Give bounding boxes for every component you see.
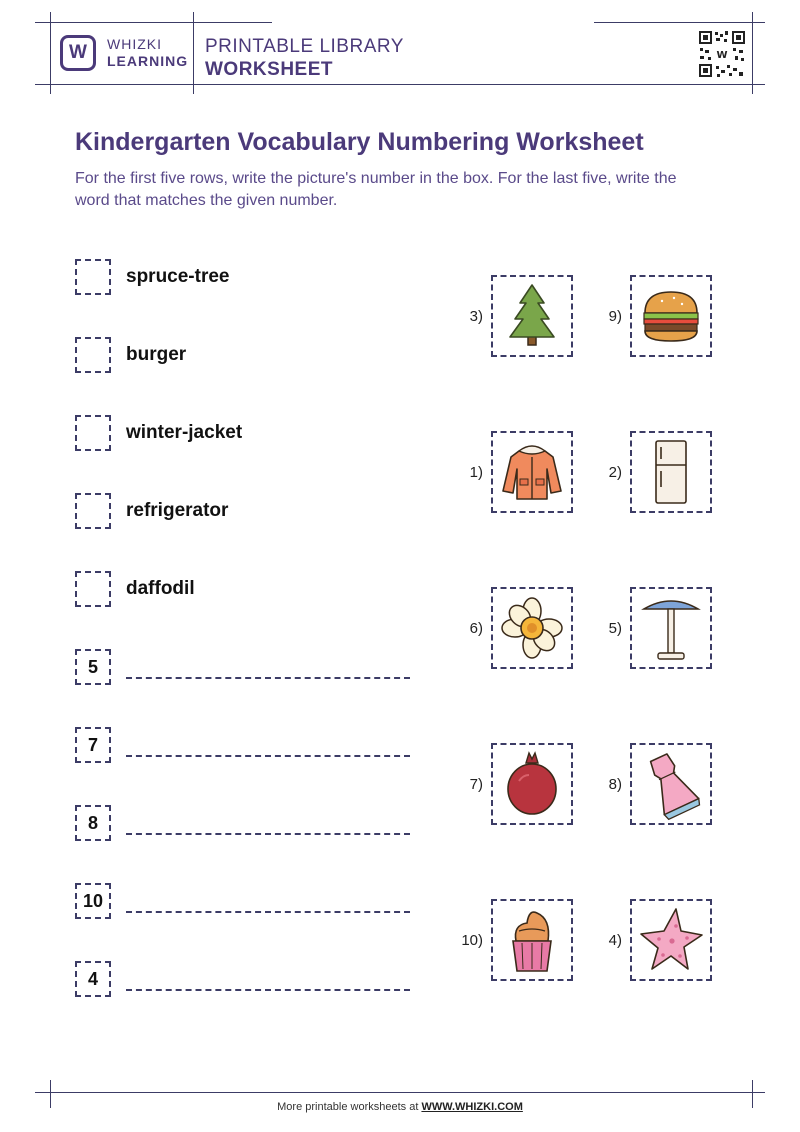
library-label: PRINTABLE LIBRARY [205,36,404,57]
header-rule-top-left [35,22,272,23]
given-number-box: 5 [75,649,111,685]
header-divider-right [752,12,753,94]
picture-label: 1) [469,464,483,481]
page-title: Kindergarten Vocabulary Numbering Worksheet [75,128,644,156]
table-lamp-icon [632,589,710,667]
picture-card [491,275,573,357]
picture-card [491,587,573,669]
picture-card [630,275,712,357]
answer-box[interactable] [75,493,111,529]
answer-line[interactable] [126,833,410,835]
library-heading [205,35,404,81]
header-rule-top-right [594,22,765,23]
logo-icon: W [60,35,96,71]
answer-line[interactable] [126,677,410,679]
picture-label: 7) [469,776,483,793]
starfish-icon [632,901,710,979]
header-divider-middle [193,12,194,94]
header-rule [35,84,765,85]
burger-icon [632,277,710,355]
dress-icon [632,745,710,823]
header-divider-left [50,12,51,94]
vocab-word: daffodil [126,578,195,599]
picture-label: 10) [461,932,483,949]
picture-label: 8) [608,776,622,793]
answer-box[interactable] [75,337,111,373]
picture-label: 5) [608,620,622,637]
cupcake-icon [493,901,571,979]
spruce-tree-icon [493,277,571,355]
worksheet-label: WORKSHEET [205,59,333,80]
picture-label: 3) [469,308,483,325]
picture-card [630,743,712,825]
picture-label: 9) [608,308,622,325]
refrigerator-icon [632,433,710,511]
picture-card [491,899,573,981]
answer-box[interactable] [75,415,111,451]
instructions: For the first five rows, write the picture's number in the box. For the last five, write the word that matches the given number. [75,170,677,209]
picture-card [630,899,712,981]
pomegranate-icon [493,745,571,823]
answer-line[interactable] [126,989,410,991]
winter-jacket-icon [493,433,571,511]
footer-rule [35,1092,765,1093]
picture-card [630,587,712,669]
footer-text: More printable worksheets at [277,1101,422,1113]
given-number-box: 8 [75,805,111,841]
vocab-word: burger [126,344,187,365]
brand [60,35,188,71]
answer-box[interactable] [75,571,111,607]
picture-card [630,431,712,513]
given-number-box: 7 [75,727,111,763]
answer-line[interactable] [126,911,410,913]
vocab-word: refrigerator [126,500,229,521]
footer [0,1101,800,1113]
brand-name: WHIZKI [107,36,162,52]
given-number-box: 4 [75,961,111,997]
vocab-word: spruce-tree [126,266,230,287]
daffodil-icon [493,589,571,667]
picture-label: 2) [608,464,622,481]
answer-line[interactable] [126,755,410,757]
footer-link[interactable]: WWW.WHIZKI.COM [421,1101,523,1113]
picture-label: 4) [608,932,622,949]
vocab-word: winter-jacket [126,422,243,443]
svg-text:W: W [716,50,728,61]
given-number-box: 10 [75,883,111,919]
answer-box[interactable] [75,259,111,295]
brand-subname: LEARNING [107,53,189,69]
picture-label: 6) [469,620,483,637]
qr-code-icon [698,30,746,78]
picture-card [491,431,573,513]
picture-card [491,743,573,825]
